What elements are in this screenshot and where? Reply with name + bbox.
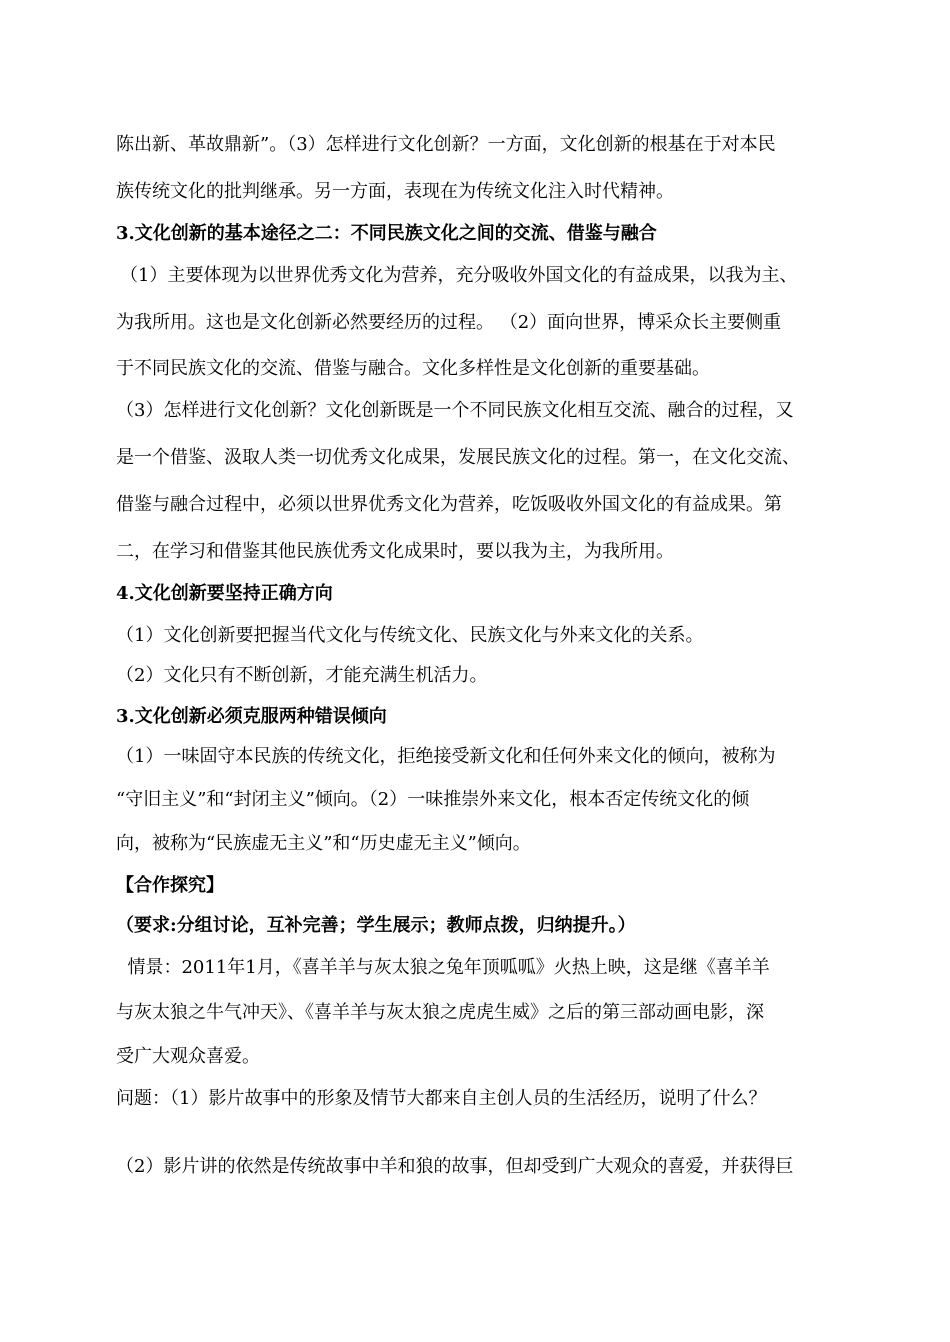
question-line: 问题：（1）影片故事中的形象及情节大都来自主创人员的生活经历，说明了什么？: [116, 1088, 767, 1109]
paragraph-line: 族传统文化的批判继承。另一方面，表现在为传统文化注入时代精神。: [116, 181, 674, 202]
section-heading: 【合作探究】: [116, 875, 224, 896]
paragraph-line: （2）文化只有不断创新，才能充满生机活力。: [116, 665, 488, 686]
paragraph-line: （3）怎样进行文化创新？文化创新既是一个不同民族文化相互交流、融合的过程，又: [116, 400, 794, 421]
paragraph-line: （1）一味固守本民族的传统文化，拒绝接受新文化和任何外来文化的倾向，被称为: [116, 746, 776, 767]
paragraph-line: 于不同民族文化的交流、借鉴与融合。文化多样性是文化创新的重要基础。: [116, 358, 710, 379]
section-heading: 3.文化创新必须克服两种错误倾向: [116, 706, 387, 727]
paragraph-line: 借鉴与融合过程中，必须以世界优秀文化为营养，吃饭吸收外国文化的有益成果。第: [116, 494, 782, 515]
paragraph-line: “守旧主义”和“封闭主义”倾向。（2）一味推崇外来文化，根本否定传统文化的倾: [116, 789, 750, 810]
paragraph-line: 是一个借鉴、汲取人类一切优秀文化成果，发展民族文化的过程。第一，在文化交流、: [116, 447, 800, 468]
paragraph-line: （1）主要体现为以世界优秀文化为营养，充分吸收外国文化的有益成果，以我为主、: [120, 265, 798, 286]
instruction-line: （要求:分组讨论，互补完善；学生展示；教师点拨，归纳提升。）: [116, 915, 636, 936]
paragraph-line: 二，在学习和借鉴其他民族优秀文化成果时，要以我为主，为我所用。: [116, 541, 674, 562]
section-heading: 4.文化创新要坚持正确方向: [116, 583, 333, 604]
paragraph-line: （1）文化创新要把握当代文化与传统文化、民族文化与外来文化的关系。: [116, 625, 704, 646]
paragraph-line: 陈出新、革故鼎新”。（3）怎样进行文化创新？一方面，文化创新的根基在于对本民: [116, 134, 776, 155]
paragraph-line: 为我所用。这也是文化创新必然要经历的过程。 （2）面向世界，博采众长主要侧重: [116, 312, 782, 333]
paragraph-line: 向，被称为“民族虚无主义”和“历史虚无主义”倾向。: [116, 833, 531, 854]
question-line: （2）影片讲的依然是传统故事中羊和狼的故事，但却受到广大观众的喜爱，并获得巨: [116, 1156, 794, 1177]
paragraph-line: 与灰太狼之牛气冲天》、《喜羊羊与灰太狼之虎虎生威》之后的第三部动画电影，深: [116, 1002, 764, 1023]
section-heading: 3.文化创新的基本途径之二：不同民族文化之间的交流、借鉴与融合: [116, 223, 657, 244]
paragraph-line: 受广大观众喜爱。: [116, 1046, 260, 1067]
paragraph-line: 情景：2011年1月，《喜羊羊与灰太狼之兔年顶呱呱》火热上映，这是继《喜羊羊: [116, 957, 770, 978]
